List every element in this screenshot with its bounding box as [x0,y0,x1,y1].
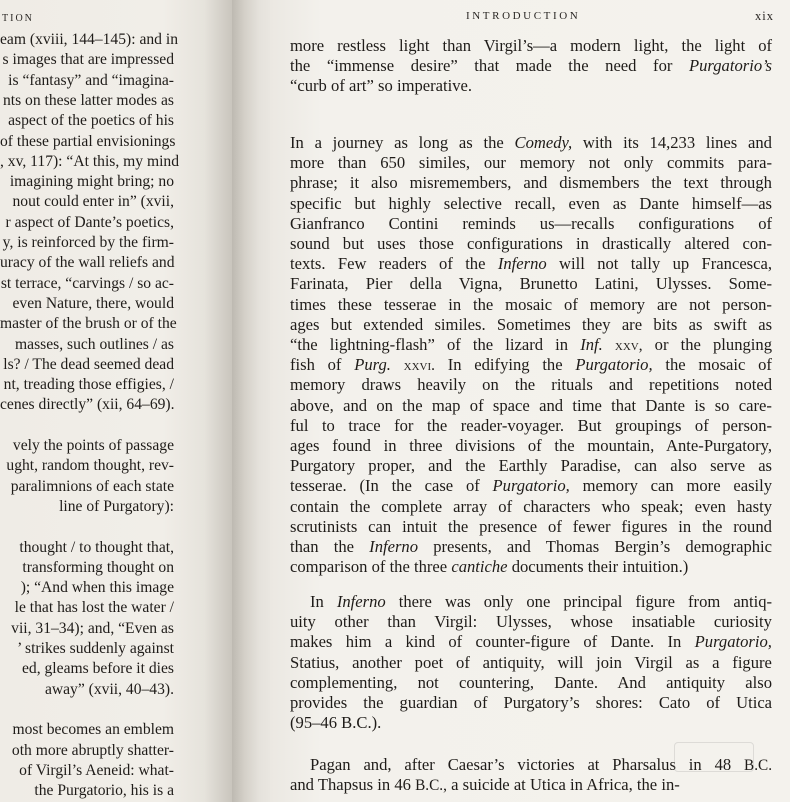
text-line: “curb of art” so imperative. [290,76,473,96]
text-line: memory draws heavily on the rituals and repetitions noted [290,375,773,395]
left-page-line: paralimnions of each state [10,477,174,495]
left-page-line: cenes directly” (xii, 64–69). [0,396,175,414]
text-line: makes him a kind of counter-figure of Dante. In Purgatorio, [290,632,772,652]
text-line: provides the guardian of Purgatory’s shores: Cato of Utica [290,693,773,712]
left-page-line: ught, random thought, rev- [6,457,174,475]
text-line: uity other than Virgil: Ulysses, whose insatiable curiosity [290,612,772,632]
text-line: Farinata, Pier della Vigna, Brunetto Latini, Ulysses. Some- [290,274,772,294]
left-page-line: ed, gleams before it dies [22,660,174,678]
text-line: “the lightning-flash” of the lizard in Inf. xxv, or the plunging [290,335,772,354]
text-line: tesserae. (In the case of Purgatorio, memory can more easily [290,476,773,496]
left-page-line: thought / to thought that, [19,538,174,556]
text-line: Gianfranco Contini reminds us—recalls configurations of [290,213,773,233]
text-line: comparison of the three cantiche documents their intuition.) [290,557,689,577]
text-line: ages found in three divisions of the mountain, Ante-Purgatory, [290,436,773,455]
left-running-head: TION [2,13,34,24]
left-page-line: of Virgil’s Aeneid: what- [19,761,174,779]
text-line: contain the complete array of characters who speak; even hasty [290,496,773,516]
left-page-line: nt, treading those effigies, / [3,376,174,394]
text-line: sound but uses those configurations in drastically altered con- [290,234,773,253]
left-page-line: of these partial envisionings [0,132,176,150]
left-page-line: nout could enter in” (xvii, [12,193,174,211]
left-page-line: y, is reinforced by the firm- [2,234,174,251]
left-page-line: most becomes an emblem [12,721,174,739]
text-line: ages but extended similes. Sometimes they are bits as swift as [290,314,773,334]
text-line: the “immense desire” that made the need for Purgatorio’s [290,56,772,76]
left-page-line: ls? / The dead seemed dead [3,355,174,373]
left-page-line: is “fantasy” and “imagina- [8,71,174,89]
left-page-line: master of the brush or of the [0,315,177,333]
left-page-line: st terrace, “carvings / so ac- [0,274,174,292]
left-page-line: even Nature, there, would [12,294,174,312]
left-page-line: s images that are impressed [2,51,174,69]
text-line: scrutinists can intuit the presence of fewer figures in the round [290,516,772,536]
left-page-line: aspect of the poetics of his [8,112,174,130]
page-number: xix [755,9,774,23]
text-line: In a journey as long as the Comedy, with its 14,233 lines and [290,133,772,152]
text-line: In Inferno there was only one principal figure from antiq- [310,592,773,611]
right-page [270,0,790,802]
watermark [674,742,754,772]
left-page [0,0,232,802]
text-line: complementing, not countering, Dante. And antiquity also [290,672,773,692]
text-line: Pagan and, after Caesar’s victories at Pharsalus in 48 B.C. [310,755,773,774]
left-page-line: eam (xviii, 144–145): and in [0,31,178,48]
text-line: ful to trace for the reader-voyager. But groupings of person- [290,415,773,435]
left-page-line: away” (xvii, 40–43). [44,680,174,698]
text-line: (95–46 B.C.). [290,713,382,733]
text-line: above, and on the map of space and time that Dante is so care- [290,395,772,415]
text-line: times these tesserae in the mosaic of memory are not person- [290,294,772,314]
left-page-line: oth more abruptly shatter- [11,741,174,759]
left-page-line: ’ strikes suddenly against [17,640,174,657]
text-line: texts. Few readers of the Inferno will not tally up Francesca, [290,254,773,274]
left-page-line: uracy of the wall reliefs and [0,254,175,272]
left-page-line: nts on these latter modes as [2,91,174,109]
left-page-line: imagining might bring; no [9,173,174,191]
left-page-line: vely the points of passage [12,437,174,454]
left-page-line: ); “And when this image [20,579,174,597]
left-page-line: r aspect of Dante’s poetics, [5,213,174,231]
text-line: phrase; it also misremembers, and dismembers the text through [290,173,772,193]
left-page-line: line of Purgatory): [59,497,174,515]
left-page-line: le that has lost the water / [14,599,174,617]
left-page-line: transforming thought on [22,558,174,576]
running-head: INTRODUCTION [466,10,581,22]
text-line: Purgatory proper, and the Earthly Paradise, can also serve as [290,456,773,476]
left-page-line: masses, such outlines / as [15,335,174,353]
text-line: Statius, another poet of antiquity, will join Virgil as a figure [290,652,772,672]
text-line: specific but highly selective recall, even as Dante himself—as [290,193,773,213]
text-line: more than 650 similes, our memory not only commits para- [290,153,773,173]
text-line: fish of Purg. xxvi. In edifying the Purgatorio, the mosaic of [290,355,772,375]
left-page-line: vii, 31–34); and, “Even as [11,619,174,637]
text-line: than the Inferno presents, and Thomas Bergin’s demographic [290,537,773,556]
text-line: and Thapsus in 46 B.C., a suicide at Utica in Africa, the in- [290,775,680,795]
left-page-line: , xv, 117): “At this, my mind [0,152,180,170]
left-page-line: the Purgatorio, his is a [34,782,174,800]
text-line: more restless light than Virgil’s—a modern light, the light of [290,36,773,55]
